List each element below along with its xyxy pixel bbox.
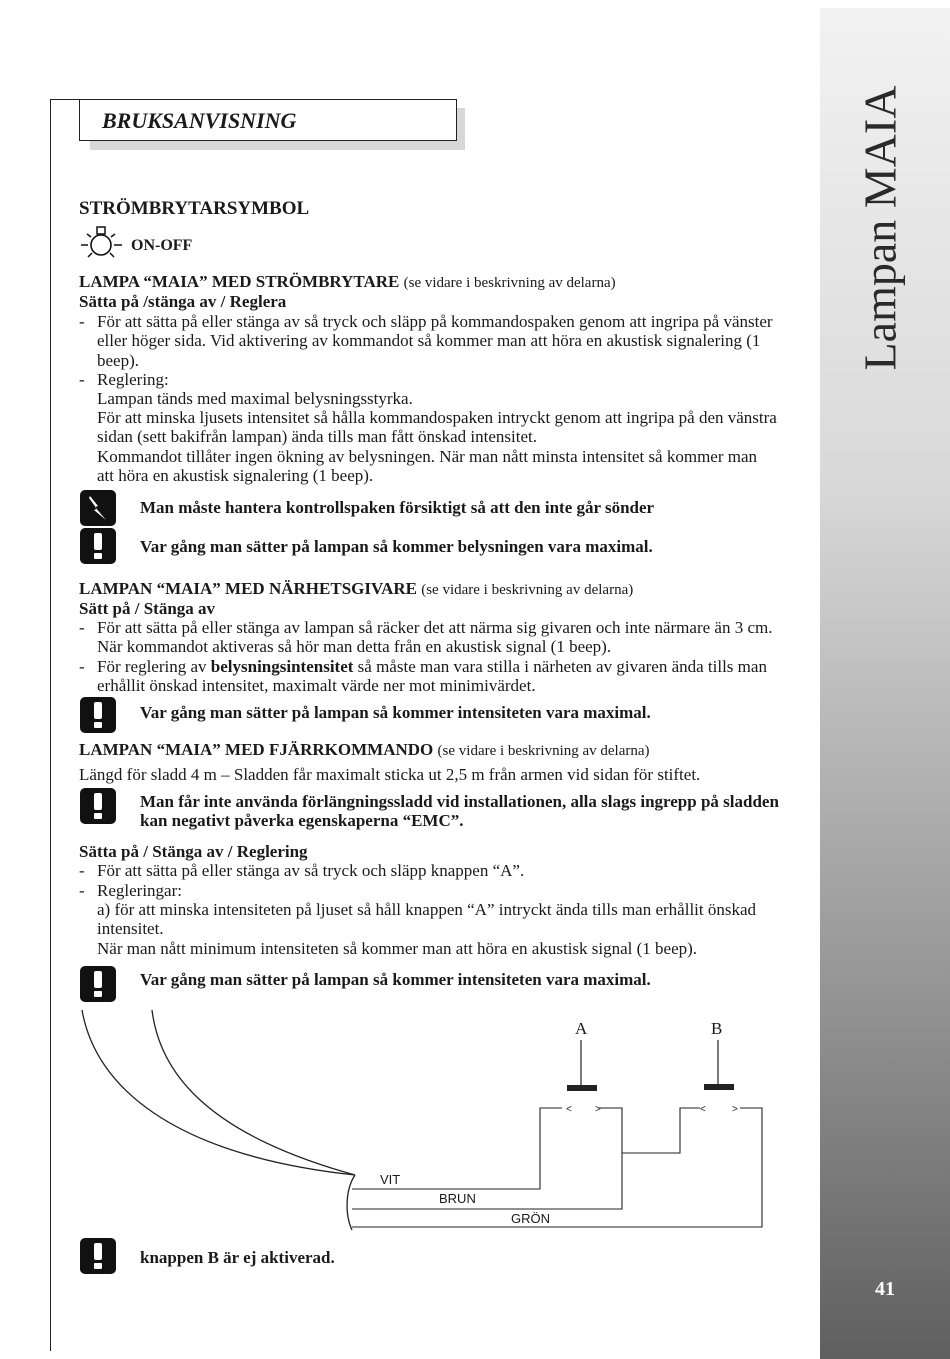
section2-warning: Var gång man sätter på lampan så kommer intensiteten vara maximal. xyxy=(140,703,651,722)
section3-text2: När man nått minimum intensiteten så kommer man att höra en akustisk signal (1 beep). xyxy=(97,939,698,958)
section2-subtitle: Sätt på / Stänga av xyxy=(79,599,216,618)
light-bulb-icon xyxy=(79,225,129,261)
section1-title: LAMPA “MAIA” MED STRÖMBRYTARE xyxy=(79,272,400,291)
lamp-arm-outer xyxy=(82,1010,355,1175)
section1-text2: För att minska ljusets intensitet så hålla kommandospaken intryckt genom att ingripa på den vänstra sidan (sett bakifrån lampan) ända tills man fått önskad intensitet. xyxy=(97,408,777,447)
electric-shock-icon xyxy=(80,490,116,526)
page-number: 41 xyxy=(875,1278,895,1300)
section3-heading xyxy=(79,740,650,761)
sidebar-title-wrap xyxy=(830,85,930,371)
section1-bullet2: Reglering: xyxy=(97,370,169,389)
svg-text:>: > xyxy=(732,1104,738,1115)
section2-bullet1: För att sätta på eller stänga av lampan så räcker det att närma sig givaren och inte närmare än 3 cm. När kommandot aktiveras så hör man detta från en akustisk signal (1 beep). xyxy=(97,618,773,657)
lamp-arm-inner xyxy=(152,1010,355,1175)
exclamation-icon xyxy=(80,1238,116,1274)
cable-end xyxy=(347,1175,355,1230)
top-rule xyxy=(50,99,80,100)
footer-warning: knappen B är ej aktiverad. xyxy=(140,1248,335,1267)
switch-symbol-label: ON-OFF xyxy=(131,237,193,254)
section2-note: (se vidare i beskrivning av delarna) xyxy=(421,582,634,598)
section2-bullet2-pre: För reglering av xyxy=(97,657,211,676)
sidebar xyxy=(820,8,950,1359)
button-a-label: A xyxy=(575,1019,588,1038)
section1-text1: Lampan tänds med maximal belysningsstyrka. xyxy=(97,389,413,408)
wire-label-vit: VIT xyxy=(380,1172,401,1187)
wiring-diagram xyxy=(0,1005,810,1240)
heading-box xyxy=(79,99,457,141)
exclamation-icon xyxy=(80,528,116,564)
section3-bullet2: Regleringar: xyxy=(97,881,182,900)
section2-heading xyxy=(79,579,633,600)
section2-bullet2 xyxy=(97,657,777,696)
svg-text:>: > xyxy=(595,1104,601,1115)
section2-bullet2-bold: belysningsintensitet xyxy=(210,657,354,676)
exclamation-icon xyxy=(80,788,116,824)
section2-title: LAMPAN “MAIA” MED NÄRHETSGIVARE xyxy=(79,579,417,598)
switch-symbol-title: STRÖMBRYTARSYMBOL xyxy=(79,198,310,219)
section1-warning1: Man måste hantera kontrollspaken försiktigt så att den inte går sönder xyxy=(140,498,655,517)
bullet-dash: - xyxy=(79,861,85,880)
section1-subtitle: Sätta på /stänga av / Reglera xyxy=(79,292,287,311)
bullet-dash: - xyxy=(79,618,85,637)
section1-warning2: Var gång man sätter på lampan så kommer belysningen vara maximal. xyxy=(140,537,653,556)
exclamation-icon xyxy=(80,697,116,733)
button-b-cap xyxy=(704,1084,734,1090)
bullet-dash: - xyxy=(79,657,85,676)
section1-heading xyxy=(79,272,616,293)
section3-cable-length: Längd för sladd 4 m – Sladden får maximalt sticka ut 2,5 m från armen vid sidan för stiftet. xyxy=(79,765,701,784)
bullet-dash: - xyxy=(79,881,85,900)
section3-warning1: Man får inte använda förlängningssladd vid installationen, alla slags ingrepp på sladden kan negativt påverka egenskaperna “EMC”. xyxy=(140,792,779,830)
svg-text:<: < xyxy=(700,1104,706,1115)
section3-bullet1: För att sätta på eller stänga av så tryck och släpp knappen “A”. xyxy=(97,861,525,880)
wire-label-gron: GRÖN xyxy=(511,1211,550,1226)
section3-title: LAMPAN “MAIA” MED FJÄRRKOMMANDO xyxy=(79,740,434,759)
sidebar-title: Lampan MAIA xyxy=(854,85,906,371)
button-a-contact xyxy=(598,1108,622,1153)
section1-text3: Kommandot tillåter ingen ökning av belysningen. När man nått minsta intensitet så kommer man att höra en akustisk signalering (1 beep). xyxy=(97,447,758,486)
section3-note: (se vidare i beskrivning av delarna) xyxy=(437,743,650,759)
section2-bullet2-post: så måste man vara stilla i närheten av givaren ända tills man erhållit önskad intensitet, maximalt värde ner mot minimivärdet. xyxy=(97,657,767,696)
wire-label-brun: BRUN xyxy=(439,1191,476,1206)
section1-note: (se vidare i beskrivning av delarna) xyxy=(403,275,616,291)
button-a-cap xyxy=(567,1085,597,1091)
svg-text:<: < xyxy=(566,1104,572,1115)
bullet-dash: - xyxy=(79,370,85,389)
wire-brun xyxy=(352,1108,700,1209)
bullet-dash: - xyxy=(79,312,85,331)
page-heading: BRUKSANVISNING xyxy=(102,108,297,133)
section1-bullet1: För att sätta på eller stänga av så tryck och släpp på kommandospaken genom att ingripa på vänster eller höger sida. Vid aktivering av kommandot så kommer man att höra en akustisk signalering (1 beep). xyxy=(97,312,773,370)
section3-subtitle: Sätta på / Stänga av / Reglering xyxy=(79,842,308,861)
section3-text1: a) för att minska intensiteten på ljuset så håll knappen “A” intryckt ända tills man erhållit önskad intensitet. xyxy=(97,900,757,939)
button-b-label: B xyxy=(711,1019,723,1038)
exclamation-icon xyxy=(80,966,116,1002)
section3-warning2: Var gång man sätter på lampan så kommer intensiteten vara maximal. xyxy=(140,970,651,989)
